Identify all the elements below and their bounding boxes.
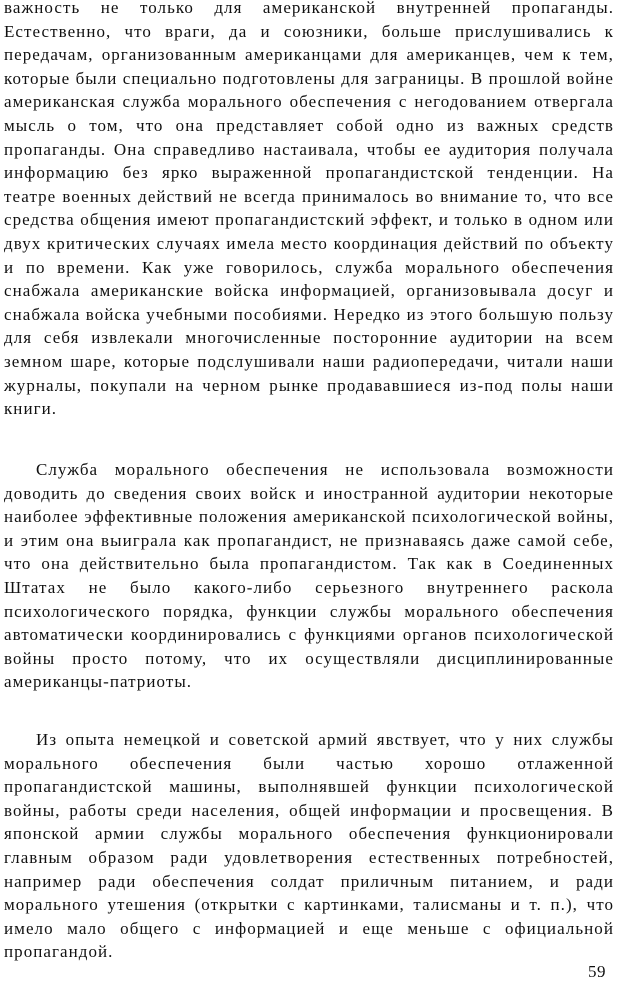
body-text: [4, 0, 614, 421]
paragraph-1: важность не только для американской внутренней пропаганды. Естественно, что враги, да и союзники, больше прислушивались к передачам, организованным американцами для американцев, чем к тем, которые были специально подготовлены для заграницы. В прошлой войне американская служба морального обеспечения с негодованием отвергала мысль о том, что она представляет собой одно из важных средств пропаганды. Она справедливо настаивала, чтобы ее аудитория получала информацию без ярко выраженной пропагандистской тенденции. На театре военных действий не всегда принималось во внимание то, что все средства общения имеют пропагандистский эффект, и только в одном или двух критических случаях имела место координация действий по объекту и по времени. Как уже говорилось, служба морального обеспечения снабжала американские войска информацией, организовывала досуг и снабжала войска учебными пособиями. Нередко из этого большую пользу для себя извлекали многочисленные посторонние аудитории на всем земном шаре, которые подслушивали наши радиопередачи, читали наши журналы, покупали на черном рынке продававшиеся из-под полы наши книги.: [4, 0, 614, 419]
body-text-3: [4, 728, 614, 964]
paragraph-2: Служба морального обеспечения не использовала возможности доводить до сведения своих войск и иностранной аудитории некоторые наиболее эффективные положения американской психологической войны, и этим она выиграла как пропагандист, не признаваясь даже самой себе, что она действительно была пропагандистом. Так как в Соединенных Штатах не было какого-либо серьезного внутреннего раскола психологического порядка, функции службы морального обеспечения автоматически координировались с функциями органов психологической войны просто потому, что их осуществляли дисциплинированные американцы-патриоты.: [4, 460, 614, 692]
page-number: 59: [588, 962, 606, 981]
paragraph-3: Из опыта немецкой и советской армий явствует, что у них службы морального обеспечения были частью хорошо отлаженной пропагандистской машины, выполнявшей функции психологической войны, работы среди населения, общей информации и просвещения. В японской армии службы морального обеспечения функционировали главным образом ради удовлетворения естественных потребностей, например ради обеспечения солдат приличным питанием, и ради морального утешения (открытки с картинками, талисманы и т. п.), что имело мало общего с информацией и еще меньше с официальной пропагандой.: [4, 730, 614, 962]
body-text-2: [4, 458, 614, 694]
